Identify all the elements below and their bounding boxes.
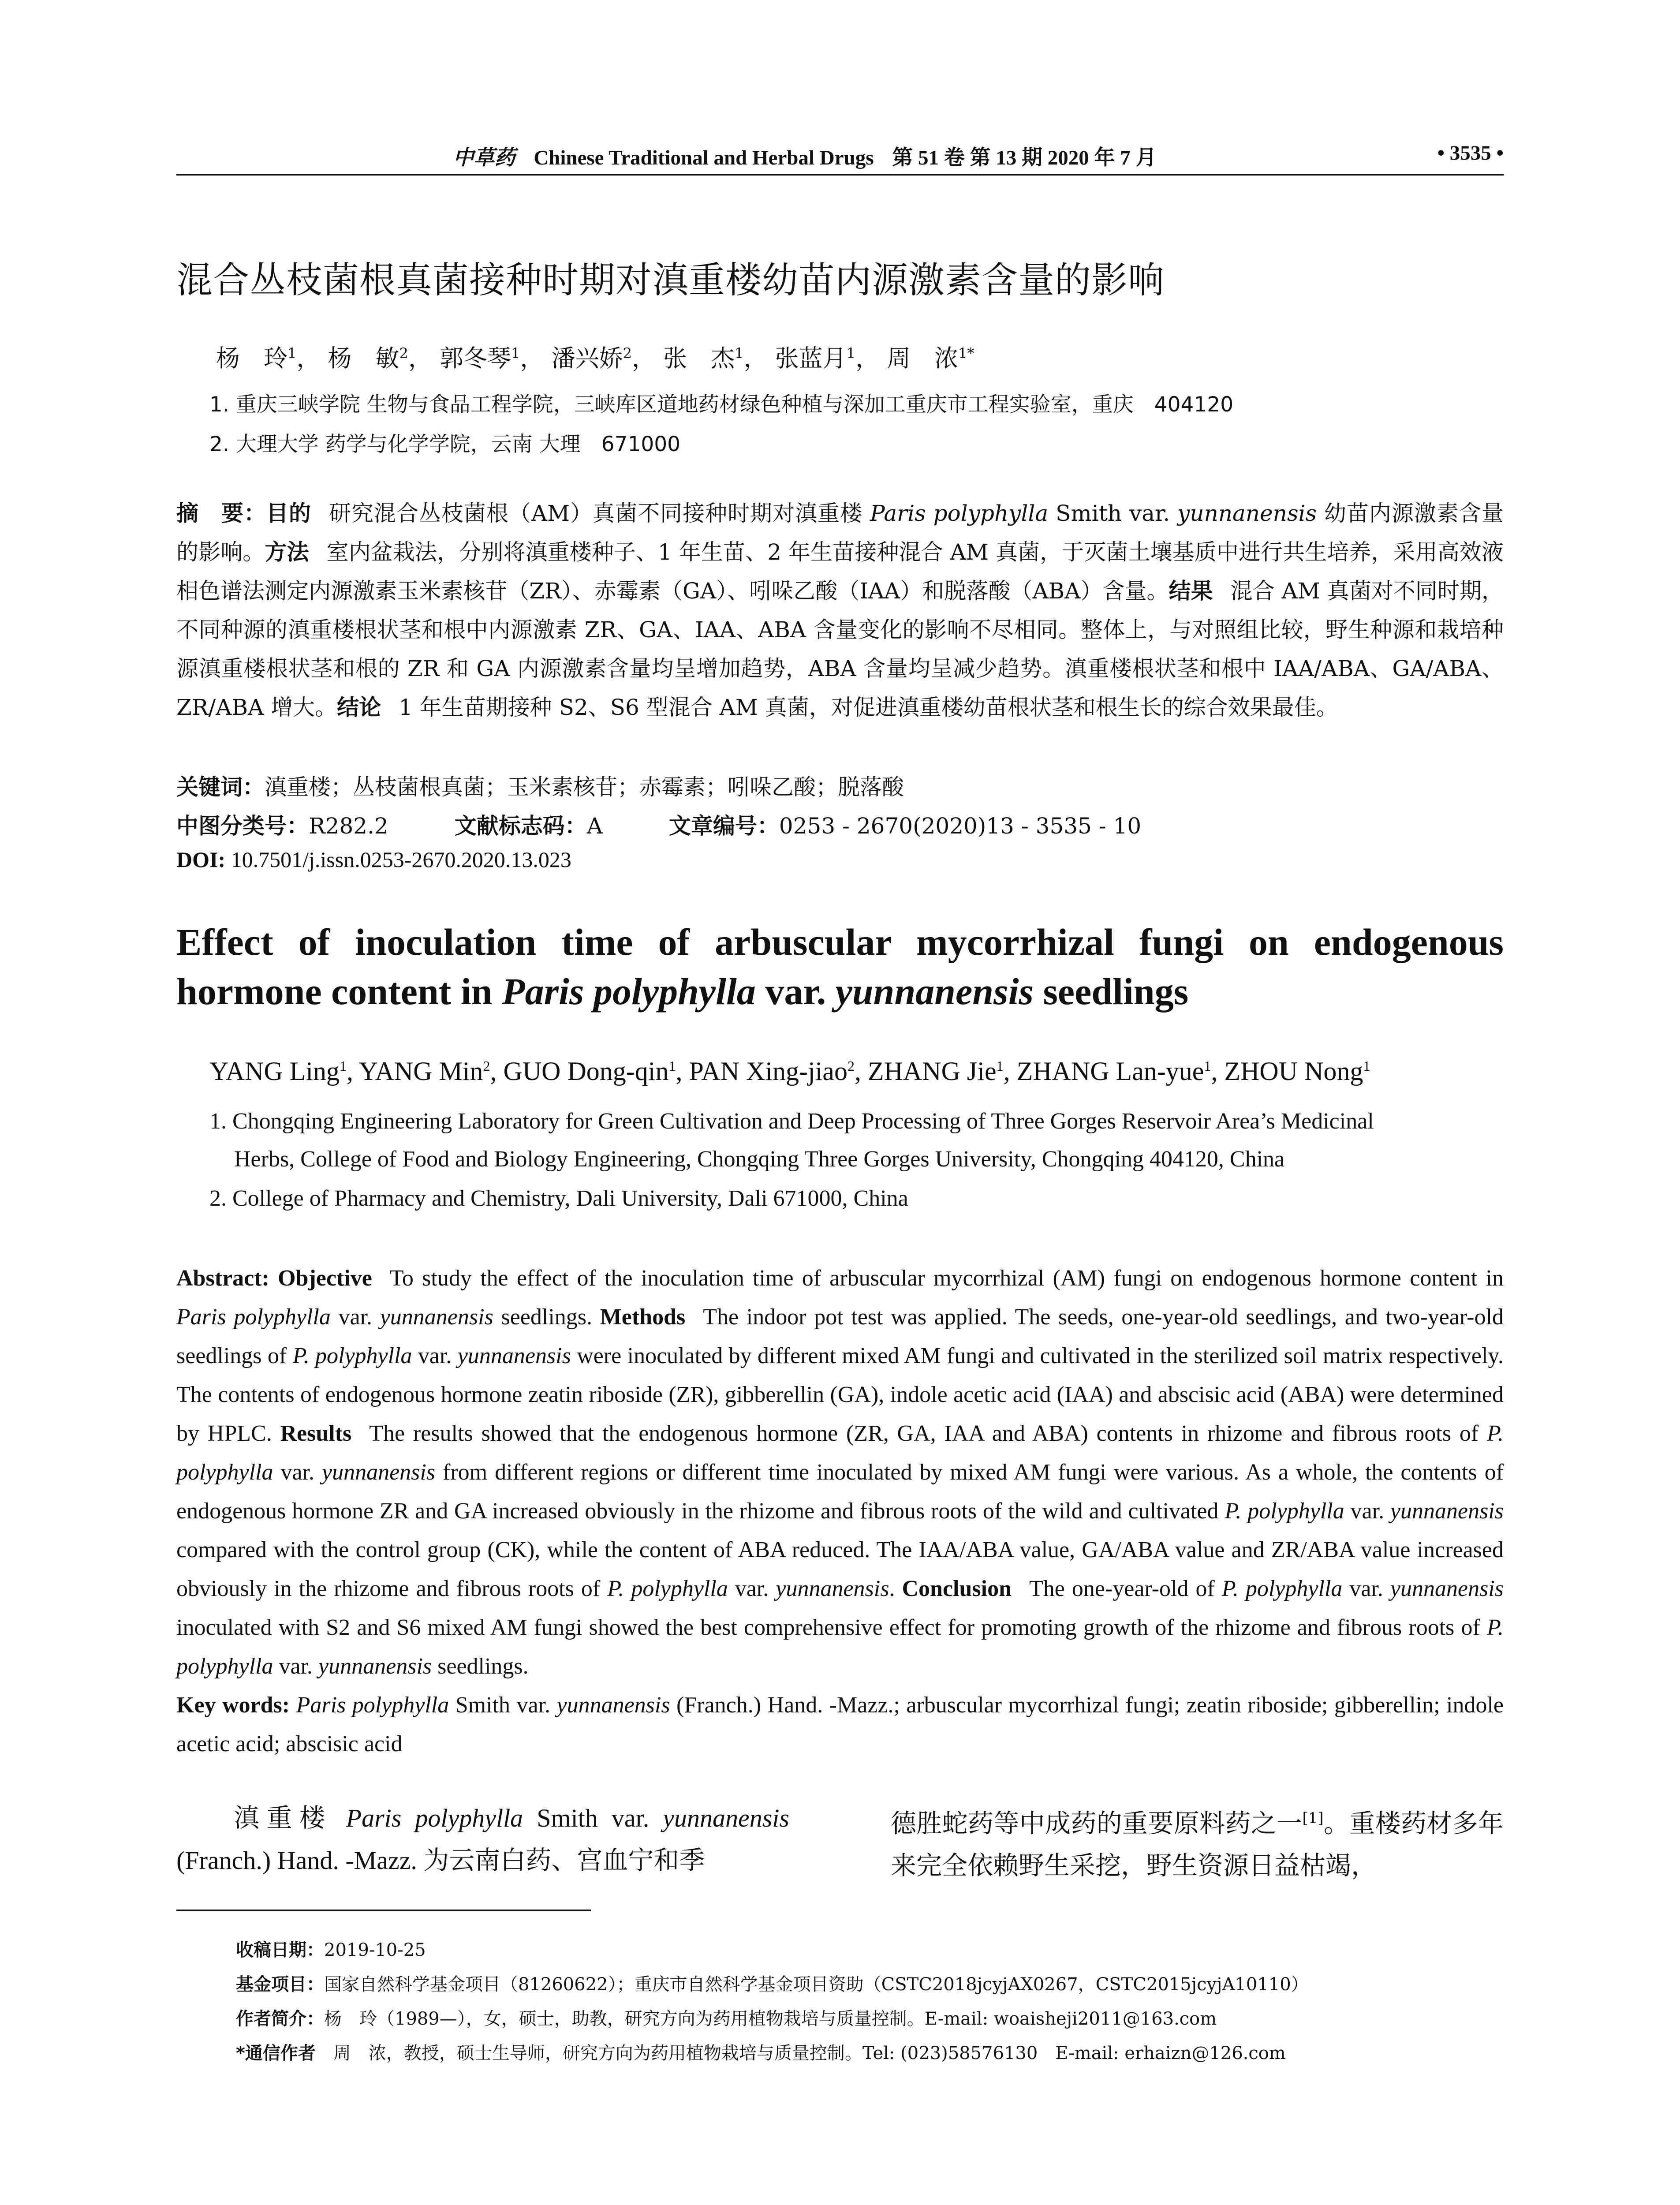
body-text: 。重楼药材多年来完全依赖野生采挖，野生资源日益枯竭， (891, 1808, 1504, 1881)
en-author: ZHANG Lan-yue (1016, 1057, 1204, 1086)
en-author: PAN Xing-jiao (689, 1057, 847, 1086)
en-authors: YANG Ling$^1$, YANG Min$^2$, GUO Dong-qin$^1$, PAN Xing-jiao$^2$, ZHANG Jie$^1$, ZHANG Lan-yue$^1$, ZHOU Nong$^1$ (209, 1057, 1370, 1086)
cn-author: 郭冬琴 (440, 344, 511, 372)
en-keywords-text: Smith var. (449, 1693, 557, 1718)
en-conclusion-label: Conclusion (902, 1576, 1012, 1601)
footnote-received (236, 1936, 426, 1961)
en-abstract-text: var. (728, 1576, 776, 1601)
species-name: Paris polyphylla (502, 970, 756, 1013)
cn-abstract-label: 摘 要： (176, 501, 266, 526)
en-title-text: Effect of inoculation time of arbuscular mycorrhizal fungi on endogenous hormone content in (176, 921, 1504, 1013)
species-name: Paris polyphylla (346, 1804, 523, 1832)
cn-authors: 杨 玲$^1$， 杨 敏$^2$， 郭冬琴$^1$， 潘兴娇$^2$， 张 杰$^1$， 张蓝月$^1$， 周 浓$^{1*}$ (216, 344, 974, 372)
clc-label: 中图分类号： (176, 813, 309, 839)
en-abstract-text: var. (273, 1654, 319, 1679)
species-name: Paris polyphylla (296, 1693, 449, 1718)
en-abstract-text: from different regions or different time inoculated by mixed AM fungi were various. As a whole, the contents of endogenous hormone ZR and GA increased obviously in the rhizome and fibrous roots of the wild and cultivated (176, 1460, 1504, 1524)
variety-name: yunnanensis (776, 1576, 889, 1601)
en-abstract-text: var. (1342, 1576, 1390, 1601)
en-author: YANG Min (358, 1057, 483, 1086)
variety-name: yunnanensis (556, 1693, 670, 1718)
en-abstract-text: seedlings. (493, 1304, 593, 1330)
en-author: ZHANG Jie (867, 1057, 997, 1086)
en-methods-label: Methods (600, 1304, 686, 1330)
en-abstract-text: inoculated with S2 and S6 mixed AM fungi showed the best comprehensive effect for promoting growth of the rhizome and fibrous roots of (176, 1615, 1487, 1640)
species-name: P. polyphylla (176, 1421, 1504, 1485)
doc-code-label: 文献标志码： (454, 813, 587, 839)
en-affiliation-1-line2: Herbs, College of Food and Biology Engineering, Chongqing Three Gorges University, Chongqing 404120, China (234, 1147, 1285, 1172)
body-text: 滇重楼 (234, 1804, 346, 1832)
cn-objective-text: 幼苗内源激素含量的影响。 (176, 501, 1504, 565)
cn-abstract (176, 494, 1504, 727)
en-title (176, 917, 1504, 1016)
footnote-text: 杨 玲（1989—），女，硕士，助教，研究方向为药用植物栽培与质量控制。E-mail: woaisheji2011@163.com (324, 2009, 1217, 2029)
cn-results-text: 混合 AM 真菌对不同时期，不同种源的滇重楼根状茎和根中内源激素 ZR、GA、IAA、ABA 含量变化的影响不尽相同。整体上，与对照组比较，野生种源和栽培种源滇重楼根状茎和根的 ZR 和 GA 内源激素含量均呈增加趋势，ABA 含量均呈减少趋势。滇重楼根状茎和根中 IAA/ABA、GA/ABA、ZR/ABA 增大。 (176, 578, 1504, 720)
en-author-sup: 1 (996, 1058, 1004, 1074)
variety-name: yunnanensis (1177, 501, 1317, 526)
variety-name: yunnanensis (457, 1343, 571, 1368)
en-abstract-label: Abstract: (176, 1266, 269, 1291)
en-author-sup: 1 (668, 1058, 676, 1074)
en-abstract-text: compared with the control group (CK), while the content of ABA reduced. The IAA/ABA value, GA/ABA value and ZR/ABA value increased obviously in the rhizome and fibrous roots of (176, 1537, 1504, 1601)
footnote-text: 周 浓，教授，硕士生导师，研究方向为药用植物栽培与质量控制。Tel: (023)58576130 E-mail: erhaizn@126.com (315, 2043, 1286, 2063)
en-abstract-text: var. (1344, 1499, 1390, 1524)
citation-ref: [1] (1302, 1809, 1324, 1827)
footnote-corresponding (236, 2039, 1286, 2064)
body-text: Smith var. (523, 1804, 663, 1832)
cn-author-sup: 1 (846, 345, 856, 362)
cn-conclusion-text: 1 年生苗期接种 S2、S6 型混合 AM 真菌，对促进滇重楼幼苗根状茎和根生长的综合效果最佳。 (399, 695, 1338, 720)
doi (176, 847, 571, 872)
cn-author: 张 杰 (663, 344, 735, 372)
cn-keywords-label: 关键词： (176, 774, 265, 800)
footnote-label: 作者简介： (236, 2009, 324, 2029)
footnote-author (236, 2005, 1217, 2030)
body-column-right (891, 1797, 1504, 1887)
body-column-left (176, 1797, 789, 1882)
cn-affiliation-1: 1. 重庆三峡学院 生物与食品工程学院，三峡库区道地药材绿色种植与深加工重庆市工程实验室，重庆 404120 (209, 392, 1234, 417)
en-affiliation-1-line1: 1. Chongqing Engineering Laboratory for Green Cultivation and Deep Processing of Three Gorges Reservoir Area’s Medicinal (209, 1109, 1374, 1134)
en-keywords-text: (Franch.) Hand. -Mazz.; arbuscular mycorrhizal fungi; zeatin riboside; gibberellin; indole acetic acid; abscisic acid (176, 1693, 1504, 1757)
species-name: P. polyphylla (1225, 1499, 1344, 1524)
en-abstract-text: The indoor pot test was applied. The seeds, one-year-old seedlings, and two-year-old seedlings of (176, 1304, 1504, 1368)
footnote-label: 基金项目： (236, 1974, 324, 1995)
en-author-sup: 1 (1204, 1058, 1211, 1074)
footnote-text: 国家自然科学基金项目（81260622）；重庆市自然科学基金项目资助（CSTC2018jcyjAX0267，CSTC2015jcyjA10110） (324, 1974, 1309, 1995)
en-abstract-text: The results showed that the endogenous hormone (ZR, GA, IAA and ABA) contents in rhizome and fibrous roots of (369, 1421, 1487, 1446)
article-no-value: 0253 - 2670(2020)13 - 3535 - 10 (779, 813, 1142, 839)
running-header-title (176, 141, 1433, 171)
en-author-sup: 2 (483, 1058, 490, 1074)
en-keywords-label: Key words: (176, 1693, 290, 1718)
journal-cn-name: 中草药 (453, 146, 515, 170)
en-abstract-text: var. (330, 1304, 380, 1330)
cn-objective-label: 目的 (266, 501, 311, 526)
clc-value: R282.2 (309, 813, 388, 839)
species-name: Paris polyphylla (870, 501, 1049, 526)
cn-author-sup: 2 (399, 345, 408, 362)
variety-name: yunnanensis (663, 1804, 789, 1832)
en-author-sup: 1 (340, 1058, 347, 1074)
en-abstract-text: var. (273, 1460, 322, 1485)
cn-author-sup: 1* (958, 345, 974, 362)
en-title-text: var. (755, 970, 836, 1013)
cn-author-sup: 1 (735, 345, 744, 362)
cn-author-sup: 1 (511, 345, 520, 362)
cn-conclusion-label: 结论 (337, 695, 381, 720)
cn-author-sup: 2 (623, 345, 632, 362)
doc-code-value: A (586, 813, 603, 839)
en-abstract (176, 1259, 1504, 1764)
doi-value: 10.7501/j.issn.0253-2670.2020.13.023 (231, 847, 571, 872)
species-name: P. polyphylla (292, 1343, 412, 1368)
article-no-label: 文章编号： (668, 813, 779, 839)
journal-issue: 第 51 卷 第 13 期 2020 年 7 月 (892, 146, 1157, 169)
species-name: Paris polyphylla (176, 1304, 331, 1330)
footnote-label: 收稿日期： (236, 1940, 324, 1960)
body-text: (Franch.) Hand. -Mazz. 为云南白药、宫血宁和季 (176, 1846, 705, 1875)
en-abstract-text: To study the effect of the inoculation time of arbuscular mycorrhizal (AM) fungi on endogenous hormone content in (389, 1266, 1504, 1291)
cn-affiliation-2: 2. 大理大学 药学与化学学院，云南 大理 671000 (209, 432, 681, 456)
variety-name: yunnanensis (318, 1654, 432, 1679)
species-name: P. polyphylla (607, 1576, 728, 1601)
cn-objective-text: 研究混合丛枝菌根（AM）真菌不同接种时期对滇重楼 (329, 501, 870, 526)
cn-author-sup: 1 (287, 345, 297, 362)
footnote-text: 2019-10-25 (324, 1940, 426, 1960)
cn-results-label: 结果 (1169, 578, 1213, 604)
cn-title: 混合丛枝菌根真菌接种时期对滇重楼幼苗内源激素含量的影响 (176, 259, 1165, 301)
cn-keywords (176, 770, 904, 801)
en-author-sup: 2 (847, 1058, 855, 1074)
en-author-sup: 1 (1363, 1058, 1370, 1074)
en-title-text: seedlings (1033, 970, 1189, 1013)
cn-author: 潘兴娇 (551, 344, 623, 372)
en-results-label: Results (280, 1421, 352, 1446)
cn-keywords-text: 滇重楼；丛枝菌根真菌；玉米素核苷；赤霉素；吲哚乙酸；脱落酸 (265, 774, 904, 800)
en-author: YANG Ling (209, 1057, 340, 1086)
en-abstract-text: were inoculated by different mixed AM fungi and cultivated in the sterilized soil matrix respectively. The contents of endogenous hormone zeatin riboside (ZR), gibberellin (GA), indole acetic acid (IAA) and abscisic acid (ABA) were determined by HPLC. (176, 1343, 1504, 1446)
en-abstract-text: seedlings. (432, 1654, 529, 1679)
cn-methods-text: 室内盆栽法，分别将滇重楼种子、1 年生苗、2 年生苗接种混合 AM 真菌，于灭菌土壤基质中进行共生培养，采用高效液相色谱法测定内源激素玉米素核苷（ZR）、赤霉素（GA）、吲哚乙酸（IAA）和脱落酸（ABA）含量。 (176, 539, 1504, 604)
variety-name: yunnanensis (1390, 1499, 1504, 1524)
journal-en-name: Chinese Traditional and Herbal Drugs (534, 146, 874, 169)
footnote-label: *通信作者 (236, 2043, 316, 2063)
footnote-divider (176, 1910, 591, 1911)
en-affiliation-2: 2. College of Pharmacy and Chemistry, Dali University, Dali 671000, China (209, 1186, 908, 1211)
variety-name: yunnanensis (380, 1304, 493, 1330)
en-author: ZHOU Nong (1224, 1057, 1363, 1086)
en-author: GUO Dong-qin (503, 1057, 669, 1086)
en-objective-label: Objective (278, 1266, 372, 1291)
cn-author: 杨 玲 (216, 344, 287, 372)
cn-author: 周 浓 (887, 344, 959, 372)
cn-author: 杨 敏 (328, 344, 399, 372)
variety-name: yunnanensis (321, 1460, 436, 1485)
cn-objective-text: Smith var. (1048, 501, 1178, 526)
page-number: • 3535 • (1437, 142, 1504, 164)
footnote-fund (236, 1970, 1309, 1996)
cn-author: 张蓝月 (775, 344, 847, 372)
en-abstract-text: The one-year-old of (1029, 1576, 1222, 1601)
variety-name: yunnanensis (835, 970, 1034, 1013)
body-text: 德胜蛇药等中成药的重要原料药之一 (891, 1808, 1303, 1839)
en-abstract-text: var. (412, 1343, 458, 1368)
species-name: P. polyphylla (1221, 1576, 1343, 1601)
en-affiliation-1 (209, 1102, 1504, 1178)
cn-classification (176, 808, 1141, 840)
doi-label: DOI: (176, 847, 226, 872)
running-header (176, 141, 1504, 176)
en-abstract-text: . (889, 1576, 895, 1601)
species-name: P. polyphylla (176, 1615, 1504, 1679)
variety-name: yunnanensis (1390, 1576, 1504, 1601)
cn-methods-label: 方法 (265, 539, 309, 565)
